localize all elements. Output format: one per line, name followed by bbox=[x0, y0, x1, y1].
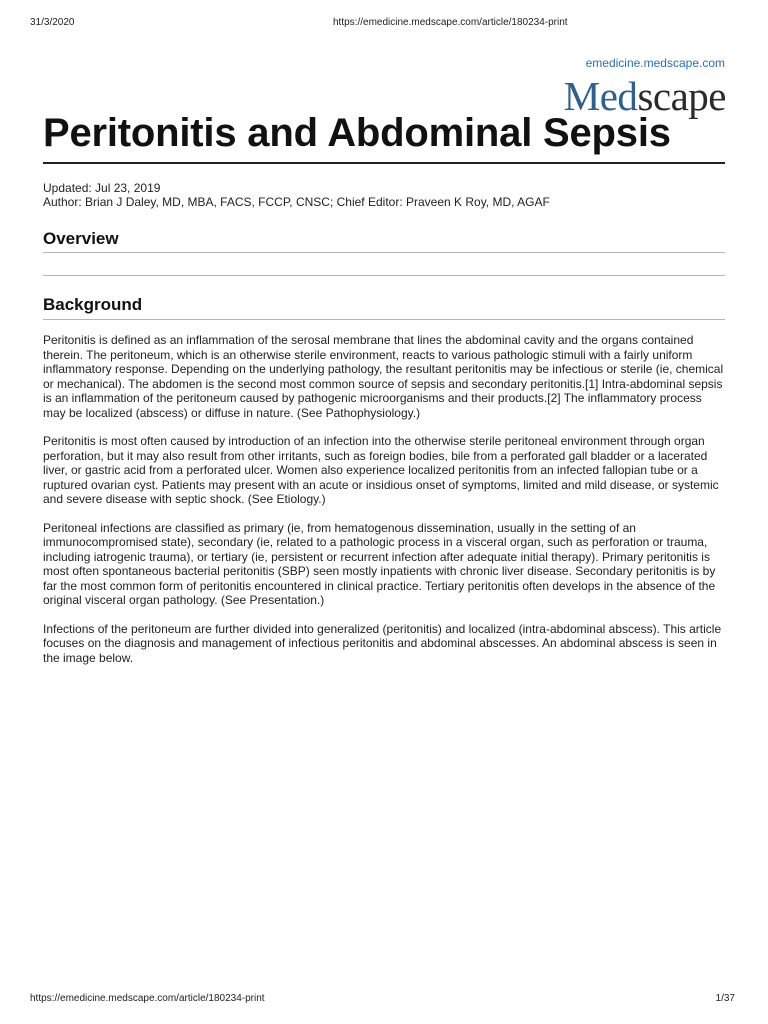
print-url: https://emedicine.medscape.com/article/180234-print bbox=[333, 17, 568, 28]
paragraph: Peritoneal infections are classified as primary (ie, from hematogenous dissemination, usually in the setting of an immunocompromised state), secondary (ie, related to a pathologic process in a visceral organ, such as perforation or trauma, including iatrogenic trauma), or tertiary (ie, persistent or recurrent infection after adequate initial therapy). Primary peritonitis is most often spontaneous bacterial peritonitis (SBP) seen mostly inpatients with chronic liver disease. Secondary peritonitis is by far the most common form of peritonitis encountered in clinical practice. Tertiary peritonitis often develops in the absence of the original visceral organ pathology. (See Presentation.) bbox=[43, 520, 716, 607]
background-heading: Background bbox=[43, 295, 143, 314]
logo-scape: scape bbox=[637, 73, 726, 119]
article-meta bbox=[43, 181, 550, 209]
overview-divider bbox=[43, 252, 725, 253]
paragraph: Peritonitis is defined as an inflammation of the serosal membrane that lines the abdominal cavity and the organs contained therein. The peritoneum, which is an otherwise sterile environment, reacts to various pathologic stimuli with a fairly uniform inflammatory response. Depending on the underlying pathology, the resultant peritonitis may be infectious or sterile (ie, chemical or mechanical). The abdomen is the second most common source of sepsis and secondary peritonitis.[1] Intra-abdominal sepsis is an inflammation of the peritoneum caused by pathogenic microorganisms and their products.[2] The inflammatory process may be localized (abscess) or diffuse in nature. (See Pathophysiology.) bbox=[43, 333, 724, 420]
paragraph: Peritonitis is most often caused by introduction of an infection into the otherwise sterile peritoneal environment through organ perforation, but it may also result from other irritants, such as foreign bodies, bile from a perforated gall bladder or a lacerated liver, or gastric acid from a perforated ulcer. Women also experience localized peritonitis from an infected fallopian tube or a ruptured ovarian cyst. Patients may present with an acute or insidious onset of symptoms, limited and mild disease, or systemic and severe disease with septic shock. (See Etiology.) bbox=[43, 434, 719, 506]
print-date: 31/3/2020 bbox=[30, 17, 75, 28]
print-header bbox=[30, 17, 738, 31]
paragraph: Infections of the peritoneum are further divided into generalized (peritonitis) and localized (intra-abdominal abscess). This article focuses on the diagnosis and management of infectious peritonitis and abdominal abscesses. An abdominal abscess is seen in the image below. bbox=[43, 621, 722, 665]
footer-url: https://emedicine.medscape.com/article/180234-print bbox=[30, 993, 265, 1004]
article-body bbox=[43, 333, 725, 679]
logo-med: Med bbox=[563, 73, 638, 119]
page-number: 1/37 bbox=[715, 993, 735, 1004]
section-divider bbox=[43, 275, 725, 276]
background-divider bbox=[43, 319, 725, 320]
overview-heading: Overview bbox=[43, 229, 119, 248]
author-line: Author: Brian J Daley, MD, MBA, FACS, FCCP, CNSC; Chief Editor: Praveen K Roy, MD, AGAF bbox=[43, 195, 550, 209]
title-divider bbox=[43, 162, 725, 164]
site-link[interactable]: emedicine.medscape.com bbox=[585, 56, 725, 70]
page-title: Peritonitis and Abdominal Sepsis bbox=[43, 111, 671, 155]
updated-date: Updated: Jul 23, 2019 bbox=[43, 181, 161, 195]
